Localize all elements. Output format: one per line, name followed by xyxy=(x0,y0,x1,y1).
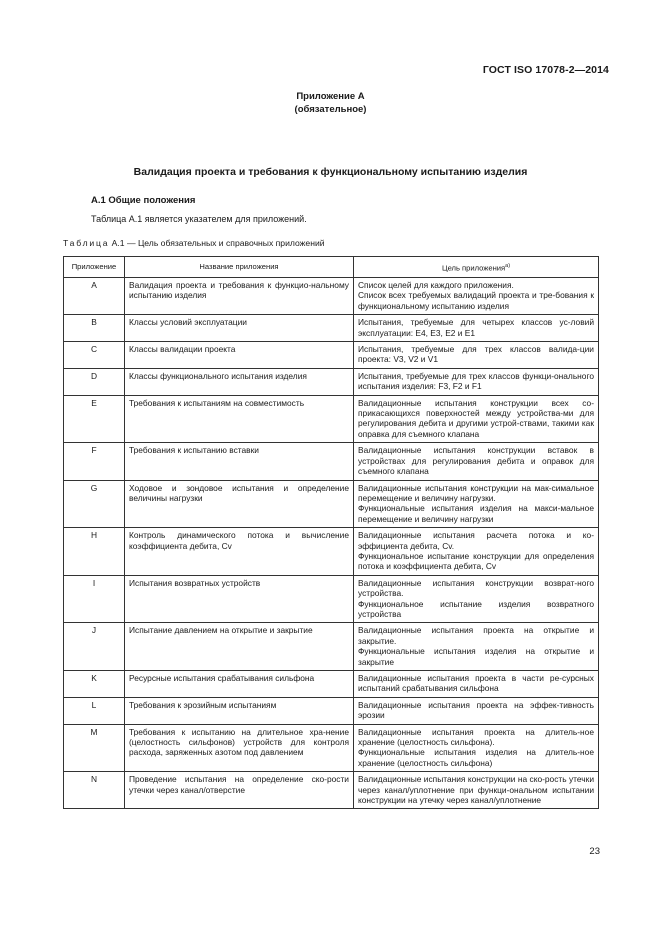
annex-name-cell: Ресурсные испытания срабатывания сильфона xyxy=(125,671,354,698)
purpose-line: Функциональные испытания изделия на открытие и закрытие xyxy=(358,646,594,667)
table-row xyxy=(64,443,599,480)
purpose-line: Валидационные испытания проекта на длитель-ное хранение (целостность сильфона). xyxy=(358,726,594,748)
annex-purpose-cell xyxy=(354,724,599,772)
annex-name-cell: Требования к эрозийным испытаниям xyxy=(125,697,354,724)
annex-letter-cell: H xyxy=(64,528,125,576)
table-row xyxy=(64,342,599,369)
annex-purpose-cell xyxy=(354,623,599,671)
annex-purpose-cell xyxy=(354,528,599,576)
annex-name-cell: Испытания возвратных устройств xyxy=(125,575,354,623)
annex-name-cell: Ходовое и зондовое испытания и определение величины нагрузки xyxy=(125,480,354,528)
annex-purpose-table xyxy=(63,256,599,809)
purpose-line: Валидационные испытания проекта на открытие и закрытие. xyxy=(358,625,594,646)
header-footnote-mark: a) xyxy=(505,262,511,269)
table-row xyxy=(64,480,599,528)
purpose-line: Функциональные испытания изделия на макси-мальное перемещение и величину нагрузки xyxy=(358,503,594,524)
annex-letter-cell: N xyxy=(64,772,125,809)
annex-letter-cell: M xyxy=(64,724,125,772)
annex-name-cell: Требования к испытанию на длительное хра-нение (целостность сильфонов) устройств для контроля расхода, заряженных азотом под давлением xyxy=(125,724,354,772)
document-code: ГОСТ ISO 17078-2—2014 xyxy=(482,64,609,76)
purpose-line: Испытания, требуемые для четырех классов ус-ловий эксплуатации: Е4, Е3, Е2 и Е1 xyxy=(358,317,594,338)
header-annex-purpose xyxy=(354,257,599,278)
annex-purpose-cell xyxy=(354,480,599,528)
annex-purpose-cell xyxy=(354,772,599,809)
table-row xyxy=(64,315,599,342)
table-header-row xyxy=(64,257,599,278)
annex-letter-cell: C xyxy=(64,342,125,369)
table-row xyxy=(64,724,599,772)
annex-letter-cell: E xyxy=(64,395,125,443)
purpose-line: Испытания, требуемые для трех классов валида-ции проекта: V3, V2 и V1 xyxy=(358,344,594,365)
purpose-line: Валидационные испытания конструкции всех со-прикасающихся поверхностей между устройства-ми для регулирования дебита и другими устрой-ствами, такими как оправка для съемного клапана xyxy=(358,397,594,439)
table-row xyxy=(64,528,599,576)
annex-name-cell: Требования к испытанию вставки xyxy=(125,443,354,480)
annex-letter-cell: D xyxy=(64,368,125,395)
table-row xyxy=(64,575,599,623)
annex-heading xyxy=(0,91,661,116)
purpose-line: Валидационные испытания конструкции возврат-ного устройства. xyxy=(358,577,594,599)
annex-letter-cell: B xyxy=(64,315,125,342)
annex-status: (обязательное) xyxy=(294,103,367,115)
purpose-line: Список всех требуемых валидаций проекта и тре-бования к функциональному испытанию изделия xyxy=(358,290,594,311)
header-annex: Приложение xyxy=(64,257,125,278)
purpose-line: Валидационные испытания проекта в части ре-сурсных испытаний срабатывания сильфона xyxy=(358,673,594,694)
table-row xyxy=(64,623,599,671)
annex-letter-cell: K xyxy=(64,671,125,698)
annex-name-cell: Контроль динамического потока и вычисление коэффициента дебита, Cv xyxy=(125,528,354,576)
annex-name-cell: Классы условий эксплуатации xyxy=(125,315,354,342)
purpose-line: Испытания, требуемые для трех классов функци-онального испытания изделия: F3, F2 и F1 xyxy=(358,370,594,392)
annex-name-cell: Проведение испытания на определение ско-рости утечки через канал/отверстие xyxy=(125,772,354,809)
purpose-line: Валидационные испытания конструкции на ско-рость утечки через канал/уплотнение при функци-ональном испытании конструкции на утечку через канал/уплотнение xyxy=(358,774,594,806)
annex-purpose-cell xyxy=(354,395,599,443)
purpose-line: Валидационные испытания проекта на эффек-тивность эрозии xyxy=(358,699,594,721)
table-row xyxy=(64,772,599,809)
annex-name-cell: Классы функционального испытания изделия xyxy=(125,368,354,395)
table-caption-prefix: Таблица xyxy=(63,238,110,248)
annex-purpose-cell xyxy=(354,575,599,623)
annex-purpose-cell xyxy=(354,671,599,698)
table-caption-text: А.1 — Цель обязательных и справочных приложений xyxy=(109,238,325,248)
annex-title: Приложение А xyxy=(296,91,365,102)
page-number: 23 xyxy=(589,846,600,857)
table-body xyxy=(64,278,599,809)
annex-purpose-cell xyxy=(354,697,599,724)
section-intro: Таблица А.1 является указателем для приложений. xyxy=(91,214,307,224)
purpose-line: Функциональное испытание изделия возвратного устройства xyxy=(358,598,594,619)
annex-purpose-cell xyxy=(354,315,599,342)
annex-purpose-cell xyxy=(354,443,599,480)
section-heading: А.1 Общие положения xyxy=(91,195,196,206)
annex-purpose-cell xyxy=(354,342,599,369)
purpose-line: Список целей для каждого приложения. xyxy=(358,280,514,290)
annex-letter-cell: F xyxy=(64,443,125,480)
table-row xyxy=(64,697,599,724)
annex-main-title: Валидация проекта и требования к функциональному испытанию изделия xyxy=(133,166,528,178)
annex-letter-cell: L xyxy=(64,697,125,724)
purpose-line: Функциональные испытания изделия на длитель-ное хранение (целостность сильфона) xyxy=(358,747,594,768)
table-row xyxy=(64,671,599,698)
header-annex-name: Название приложения xyxy=(125,257,354,278)
annex-purpose-cell xyxy=(354,278,599,315)
annex-letter-cell: A xyxy=(64,278,125,315)
annex-name-cell: Испытание давлением на открытие и закрытие xyxy=(125,623,354,671)
annex-name-cell: Требования к испытаниям на совместимость xyxy=(125,395,354,443)
table-row xyxy=(64,368,599,395)
purpose-line: Валидационные испытания конструкции на мак-симальное перемещение и величину нагрузки. xyxy=(358,482,594,503)
purpose-line: Валидационные испытания расчета потока и ко-эффициента дебита, Cv. xyxy=(358,530,594,551)
purpose-line: Функциональное испытание конструкции для определения потока и коэффициента дебита, Cv xyxy=(358,550,594,572)
annex-letter-cell: J xyxy=(64,623,125,671)
annex-name-cell: Валидация проекта и требования к функцио-нальному испытанию изделия xyxy=(125,278,354,315)
header-purpose-label: Цель приложения xyxy=(441,263,506,273)
table-caption xyxy=(63,238,325,248)
annex-name-cell: Классы валидации проекта xyxy=(125,342,354,369)
annex-letter-cell: I xyxy=(64,575,125,623)
purpose-line: Валидационные испытания конструкции вставок в устройствах для регулирования дебита и оправок для съемного клапана xyxy=(358,445,594,477)
table-row xyxy=(64,278,599,315)
annex-letter-cell: G xyxy=(64,480,125,528)
annex-purpose-cell xyxy=(354,368,599,395)
table-row xyxy=(64,395,599,443)
